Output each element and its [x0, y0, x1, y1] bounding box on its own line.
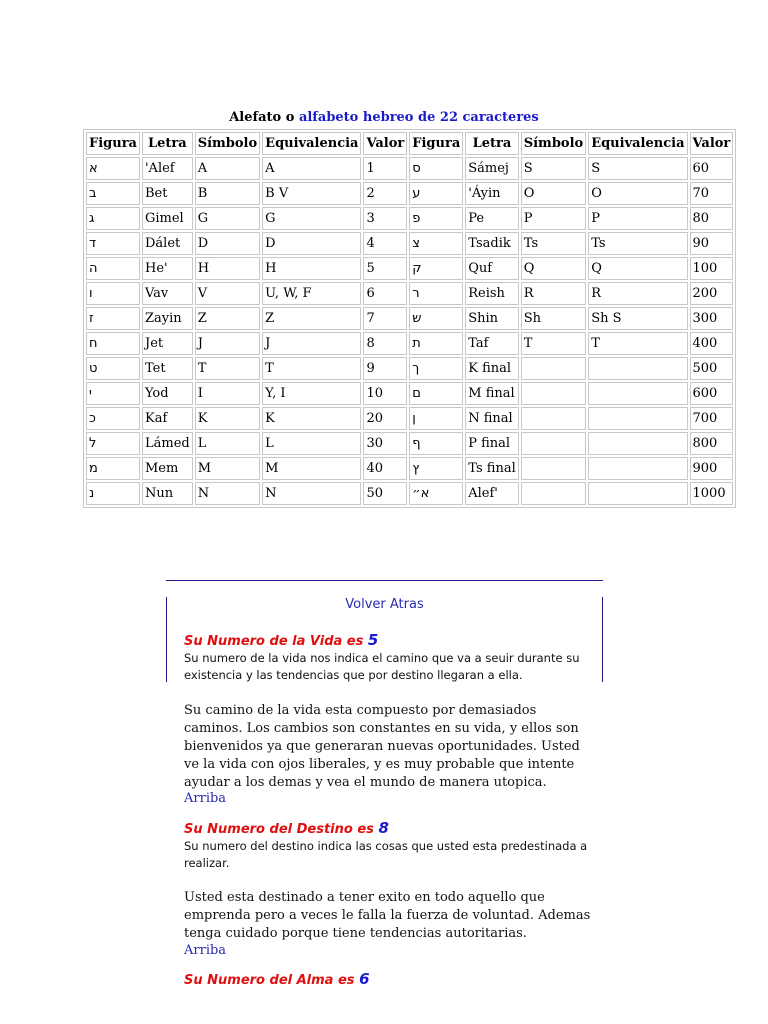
table-cell — [588, 357, 687, 380]
table-cell: Bet — [142, 182, 193, 205]
table-cell: 20 — [363, 407, 407, 430]
hebrew-letter-cell: ח — [86, 332, 140, 355]
table-cell: Alef' — [465, 482, 518, 505]
table-cell — [521, 407, 586, 430]
table-cell: N — [195, 482, 260, 505]
table-cell: Lámed — [142, 432, 193, 455]
table-cell: T — [195, 357, 260, 380]
table-row — [86, 432, 733, 455]
table-cell: Q — [588, 257, 687, 280]
table-cell: 9 — [363, 357, 407, 380]
destino-heading — [184, 819, 389, 837]
hebrew-letter-cell: ס — [409, 157, 463, 180]
table-cell: G — [195, 207, 260, 230]
table-cell: V — [195, 282, 260, 305]
hebrew-letter-cell: כ — [86, 407, 140, 430]
table-cell: 800 — [690, 432, 734, 455]
table-cell: D — [262, 232, 361, 255]
table-cell: Y, I — [262, 382, 361, 405]
table-cell: M — [195, 457, 260, 480]
table-cell: M — [262, 457, 361, 480]
table-row — [86, 282, 733, 305]
header-cell: Letra — [465, 132, 518, 155]
header-cell: Equivalencia — [588, 132, 687, 155]
table-caption — [0, 110, 768, 125]
hebrew-letter-cell: י — [86, 382, 140, 405]
table-cell: 4 — [363, 232, 407, 255]
table-cell: Z — [262, 307, 361, 330]
table-cell: Tet — [142, 357, 193, 380]
hebrew-letter-cell: ק — [409, 257, 463, 280]
table-cell: 600 — [690, 382, 734, 405]
destino-intro: Su numero del destino indica las cosas que usted esta predestinada a realizar. — [184, 839, 588, 870]
table-cell: 'Áyin — [465, 182, 518, 205]
table-cell: Gimel — [142, 207, 193, 230]
hebrew-letter-cell: ף — [409, 432, 463, 455]
header-cell: Valor — [690, 132, 734, 155]
table-cell: 900 — [690, 457, 734, 480]
arriba-link-1[interactable]: Arriba — [184, 791, 227, 806]
table-cell: Q — [521, 257, 586, 280]
table-cell: P — [521, 207, 586, 230]
table-row — [86, 232, 733, 255]
table-cell: Z — [195, 307, 260, 330]
table-cell: T — [262, 357, 361, 380]
table-cell: 90 — [690, 232, 734, 255]
alma-heading — [184, 970, 370, 988]
vida-heading-text: Su Numero de la Vida es — [184, 634, 368, 649]
alma-number: 6 — [359, 970, 370, 988]
table-cell: P — [588, 207, 687, 230]
caption-link[interactable]: alfabeto hebreo de 22 caracteres — [298, 110, 539, 125]
table-cell: G — [262, 207, 361, 230]
table-cell — [588, 482, 687, 505]
hebrew-letter-cell: ט — [86, 357, 140, 380]
hebrew-letter-cell: ע — [409, 182, 463, 205]
hebrew-letter-cell: ה — [86, 257, 140, 280]
vida-number: 5 — [367, 631, 379, 649]
table-cell: Ts — [521, 232, 586, 255]
table-cell — [588, 432, 687, 455]
hebrew-letter-cell: מ — [86, 457, 140, 480]
table-cell — [588, 407, 687, 430]
table-row — [86, 457, 733, 480]
table-cell: Sh — [521, 307, 586, 330]
header-cell: Símbolo — [521, 132, 586, 155]
header-cell: Equivalencia — [262, 132, 361, 155]
table-cell: 60 — [690, 157, 734, 180]
hebrew-letter-cell: ת — [409, 332, 463, 355]
table-cell: 700 — [690, 407, 734, 430]
table-cell: S — [521, 157, 586, 180]
table-cell: 400 — [690, 332, 734, 355]
table-cell: 40 — [363, 457, 407, 480]
table-row — [86, 482, 733, 505]
table-cell — [521, 382, 586, 405]
hebrew-letter-cell: א — [86, 157, 140, 180]
hebrew-letter-cell: ד — [86, 232, 140, 255]
table-cell: O — [588, 182, 687, 205]
table-cell: Dálet — [142, 232, 193, 255]
table-cell: D — [195, 232, 260, 255]
destino-number: 8 — [378, 819, 389, 837]
vida-intro: Su numero de la vida nos indica el camino que va a seuir durante su existencia y las tendencias que por destino llegaran a ella. — [184, 651, 580, 682]
table-cell: Sh S — [588, 307, 687, 330]
table-cell: Ts final — [465, 457, 518, 480]
hebrew-letter-cell: ש — [409, 307, 463, 330]
table-cell — [521, 357, 586, 380]
table-cell: Yod — [142, 382, 193, 405]
table-cell: 'Alef — [142, 157, 193, 180]
table-cell — [521, 457, 586, 480]
table-row — [86, 157, 733, 180]
table-cell: 70 — [690, 182, 734, 205]
table-cell: 500 — [690, 357, 734, 380]
table-cell: 200 — [690, 282, 734, 305]
divider-line — [166, 580, 603, 581]
table-cell — [588, 382, 687, 405]
table-cell: 80 — [690, 207, 734, 230]
table-row — [86, 382, 733, 405]
header-cell: Letra — [142, 132, 193, 155]
hebrew-letter-cell: ב — [86, 182, 140, 205]
alefato-table — [83, 129, 736, 508]
table-cell: Taf — [465, 332, 518, 355]
vida-heading — [184, 631, 378, 649]
hebrew-letter-cell: ץ — [409, 457, 463, 480]
table-cell: Shin — [465, 307, 518, 330]
table-row — [86, 332, 733, 355]
table-cell: 2 — [363, 182, 407, 205]
alma-heading-text: Su Numero del Alma es — [184, 973, 360, 988]
table-cell: B V — [262, 182, 361, 205]
table-cell: Tsadik — [465, 232, 518, 255]
table-cell: L — [262, 432, 361, 455]
hebrew-letter-cell: ו — [86, 282, 140, 305]
hebrew-letter-cell: פ — [409, 207, 463, 230]
table-cell: I — [195, 382, 260, 405]
table-cell: J — [262, 332, 361, 355]
table-cell: R — [521, 282, 586, 305]
table-cell — [521, 482, 586, 505]
table-cell: N final — [465, 407, 518, 430]
table-cell: M final — [465, 382, 518, 405]
arriba-link-2[interactable]: Arriba — [184, 943, 227, 958]
table-cell: J — [195, 332, 260, 355]
destino-heading-text: Su Numero del Destino es — [184, 822, 379, 837]
table-row — [86, 407, 733, 430]
table-cell: R — [588, 282, 687, 305]
table-cell: P final — [465, 432, 518, 455]
table-cell: 1 — [363, 157, 407, 180]
table-cell: Kaf — [142, 407, 193, 430]
table-cell: He' — [142, 257, 193, 280]
table-cell: K — [262, 407, 361, 430]
volver-atras-link[interactable]: Volver Atras — [345, 597, 424, 612]
table-cell: Mem — [142, 457, 193, 480]
table-cell: 8 — [363, 332, 407, 355]
hebrew-letter-cell: ר — [409, 282, 463, 305]
table-row — [86, 182, 733, 205]
table-cell: N — [262, 482, 361, 505]
table-row — [86, 357, 733, 380]
table-cell: 5 — [363, 257, 407, 280]
table-cell — [588, 457, 687, 480]
table-cell: 100 — [690, 257, 734, 280]
destino-text: Usted esta destinado a tener exito en todo aquello que emprenda pero a veces le falla la fuerza de voluntad. Ademas tenga cuidado porque tiene tendencias autoritarias. — [184, 890, 591, 941]
table-cell: T — [521, 332, 586, 355]
table-cell: 300 — [690, 307, 734, 330]
table-cell: S — [588, 157, 687, 180]
table-cell: Zayin — [142, 307, 193, 330]
header-cell: Valor — [363, 132, 407, 155]
table-cell: Jet — [142, 332, 193, 355]
table-cell: 10 — [363, 382, 407, 405]
table-cell: Nun — [142, 482, 193, 505]
table-cell: H — [195, 257, 260, 280]
hebrew-letter-cell: ם — [409, 382, 463, 405]
hebrew-letter-cell: צ — [409, 232, 463, 255]
hebrew-letter-cell: א״ — [409, 482, 463, 505]
table-cell: 6 — [363, 282, 407, 305]
table-cell: Vav — [142, 282, 193, 305]
table-cell: 30 — [363, 432, 407, 455]
table-body — [86, 157, 733, 505]
table-cell: Ts — [588, 232, 687, 255]
table-cell — [521, 432, 586, 455]
table-cell: Pe — [465, 207, 518, 230]
table-cell: K — [195, 407, 260, 430]
hebrew-letter-cell: ך — [409, 357, 463, 380]
table-cell: K final — [465, 357, 518, 380]
table-cell: T — [588, 332, 687, 355]
header-cell: Figura — [86, 132, 140, 155]
table-cell: B — [195, 182, 260, 205]
table-cell: 1000 — [690, 482, 734, 505]
table-header-row — [86, 132, 733, 155]
table-row — [86, 307, 733, 330]
header-cell: Figura — [409, 132, 463, 155]
hebrew-letter-cell: ז — [86, 307, 140, 330]
hebrew-letter-cell: ן — [409, 407, 463, 430]
table-cell: O — [521, 182, 586, 205]
hebrew-letter-cell: ל — [86, 432, 140, 455]
table-cell: H — [262, 257, 361, 280]
table-cell: U, W, F — [262, 282, 361, 305]
table-cell: Sámej — [465, 157, 518, 180]
hebrew-letter-cell: נ — [86, 482, 140, 505]
caption-prefix: Alefato o — [229, 110, 299, 125]
table-cell: A — [195, 157, 260, 180]
table-row — [86, 257, 733, 280]
table-cell: 7 — [363, 307, 407, 330]
vida-text: Su camino de la vida esta compuesto por demasiados caminos. Los cambios son constantes en su vida, y ellos son bienvenidos ya que generaran nuevas oportunidades. Usted ve la vida con ojos liberales, y es muy probable que intente ayudar a los demas y vea el mundo de manera utopica. — [184, 703, 580, 790]
table-cell: 3 — [363, 207, 407, 230]
header-cell: Símbolo — [195, 132, 260, 155]
table-cell: 50 — [363, 482, 407, 505]
table-cell: Reish — [465, 282, 518, 305]
hebrew-letter-cell: ג — [86, 207, 140, 230]
table-cell: L — [195, 432, 260, 455]
table-cell: A — [262, 157, 361, 180]
table-cell: Quf — [465, 257, 518, 280]
table-row — [86, 207, 733, 230]
